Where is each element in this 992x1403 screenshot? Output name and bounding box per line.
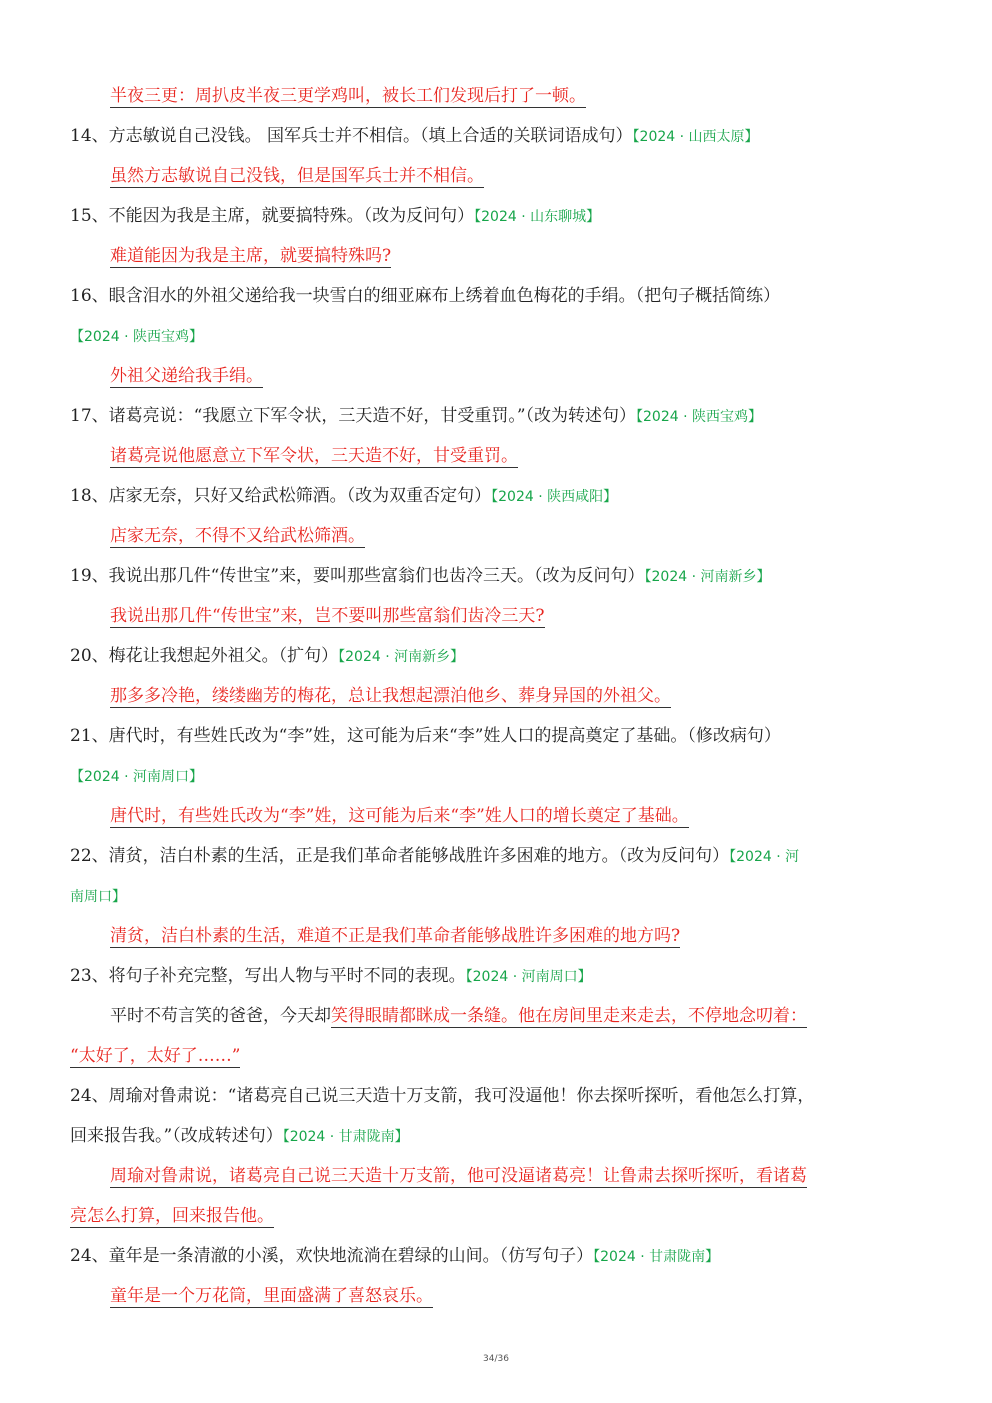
question-21-tag: 【2024 · 河南周口】 [70, 769, 203, 785]
answer-16: 外祖父递给我手绢。 [110, 366, 263, 386]
answer-24b: 童年是一个万花筒，里面盛满了喜怒哀乐。 [110, 1286, 433, 1306]
answer-19: 我说出那几件“传世宝”来，岂不要叫那些富翁们齿冷三天? [110, 606, 545, 626]
answer-18: 店家无奈，不得不又给武松筛酒。 [110, 526, 365, 546]
answer-14: 虽然方志敏说自己没钱，但是国军兵士并不相信。 [110, 166, 484, 186]
question-24b: 24、童年是一条清澈的小溪，欢快地流淌在碧绿的山间。（仿写句子）【2024 · 甘肃陇南】 [70, 1246, 720, 1266]
question-23: 23、将句子补充完整，写出人物与平时不同的表现。【2024 · 河南周口】 [70, 966, 592, 986]
question-16: 16、眼含泪水的外祖父递给我一块雪白的细亚麻布上绣着血色梅花的手绢。（把句子概括简练） [70, 286, 781, 306]
answer-23-cont: “太好了，太好了……” [70, 1046, 241, 1066]
question-24: 24、周瑜对鲁肃说：“诸葛亮自己说三天造十万支箭，我可没逼他！你去探听探听，看他怎么打算， [70, 1086, 815, 1106]
question-24-cont: 回来报告我。”（改成转述句）【2024 · 甘肃陇南】 [70, 1126, 409, 1146]
page-number: 34/36 [483, 1354, 509, 1364]
answer-15: 难道能因为我是主席，就要搞特殊吗? [110, 246, 392, 266]
question-22: 22、清贫，洁白朴素的生活，正是我们革命者能够战胜许多困难的地方。（改为反问句）【2024 · 河 [70, 846, 800, 866]
question-21: 21、唐代时，有些姓氏改为“李”姓，这可能为后来“李”姓人口的提高奠定了基础。（修改病句） [70, 726, 781, 746]
question-20: 20、梅花让我想起外祖父。（扩句）【2024 · 河南新乡】 [70, 646, 465, 666]
answer-17: 诸葛亮说他愿意立下军令状，三天造不好，甘受重罚。 [110, 446, 518, 466]
answer-24: 周瑜对鲁肃说，诸葛亮自己说三天造十万支箭，他可没逼诸葛亮！让鲁肃去探听探听，看诸葛 [110, 1166, 807, 1186]
answer-20: 那多多冷艳，缕缕幽芳的梅花，总让我想起漂泊他乡、葬身异国的外祖父。 [110, 686, 671, 706]
question-22-tag: 南周口】 [70, 889, 126, 905]
answer-21: 唐代时，有些姓氏改为“李”姓，这可能为后来“李”姓人口的增长奠定了基础。 [110, 806, 689, 826]
answer-23: 平时不苟言笑的爸爸，今天却笑得眼睛都眯成一条缝。他在房间里走来走去，不停地念叨着： [110, 1006, 807, 1026]
answer-13: 半夜三更：周扒皮半夜三更学鸡叫，被长工们发现后打了一顿。 [110, 86, 586, 106]
question-17: 17、诸葛亮说：“我愿立下军令状，三天造不好，甘受重罚。”（改为转述句）【2024 · 陕西宝鸡】 [70, 406, 762, 426]
question-16-tag: 【2024 · 陕西宝鸡】 [70, 329, 203, 345]
question-14: 14、方志敏说自己没钱。 国军兵士并不相信。（填上合适的关联词语成句）【2024 · 山西太原】 [70, 126, 759, 146]
question-15: 15、不能因为我是主席，就要搞特殊。（改为反问句）【2024 · 山东聊城】 [70, 206, 601, 226]
question-19: 19、我说出那几件“传世宝”来，要叫那些富翁们也齿冷三天。（改为反问句）【2024 · 河南新乡】 [70, 566, 771, 586]
question-18: 18、店家无奈，只好又给武松筛酒。（改为双重否定句）【2024 · 陕西咸阳】 [70, 486, 618, 506]
answer-24-cont: 亮怎么打算，回来报告他。 [70, 1206, 274, 1226]
answer-22: 清贫，洁白朴素的生活，难道不正是我们革命者能够战胜许多困难的地方吗? [110, 926, 681, 946]
